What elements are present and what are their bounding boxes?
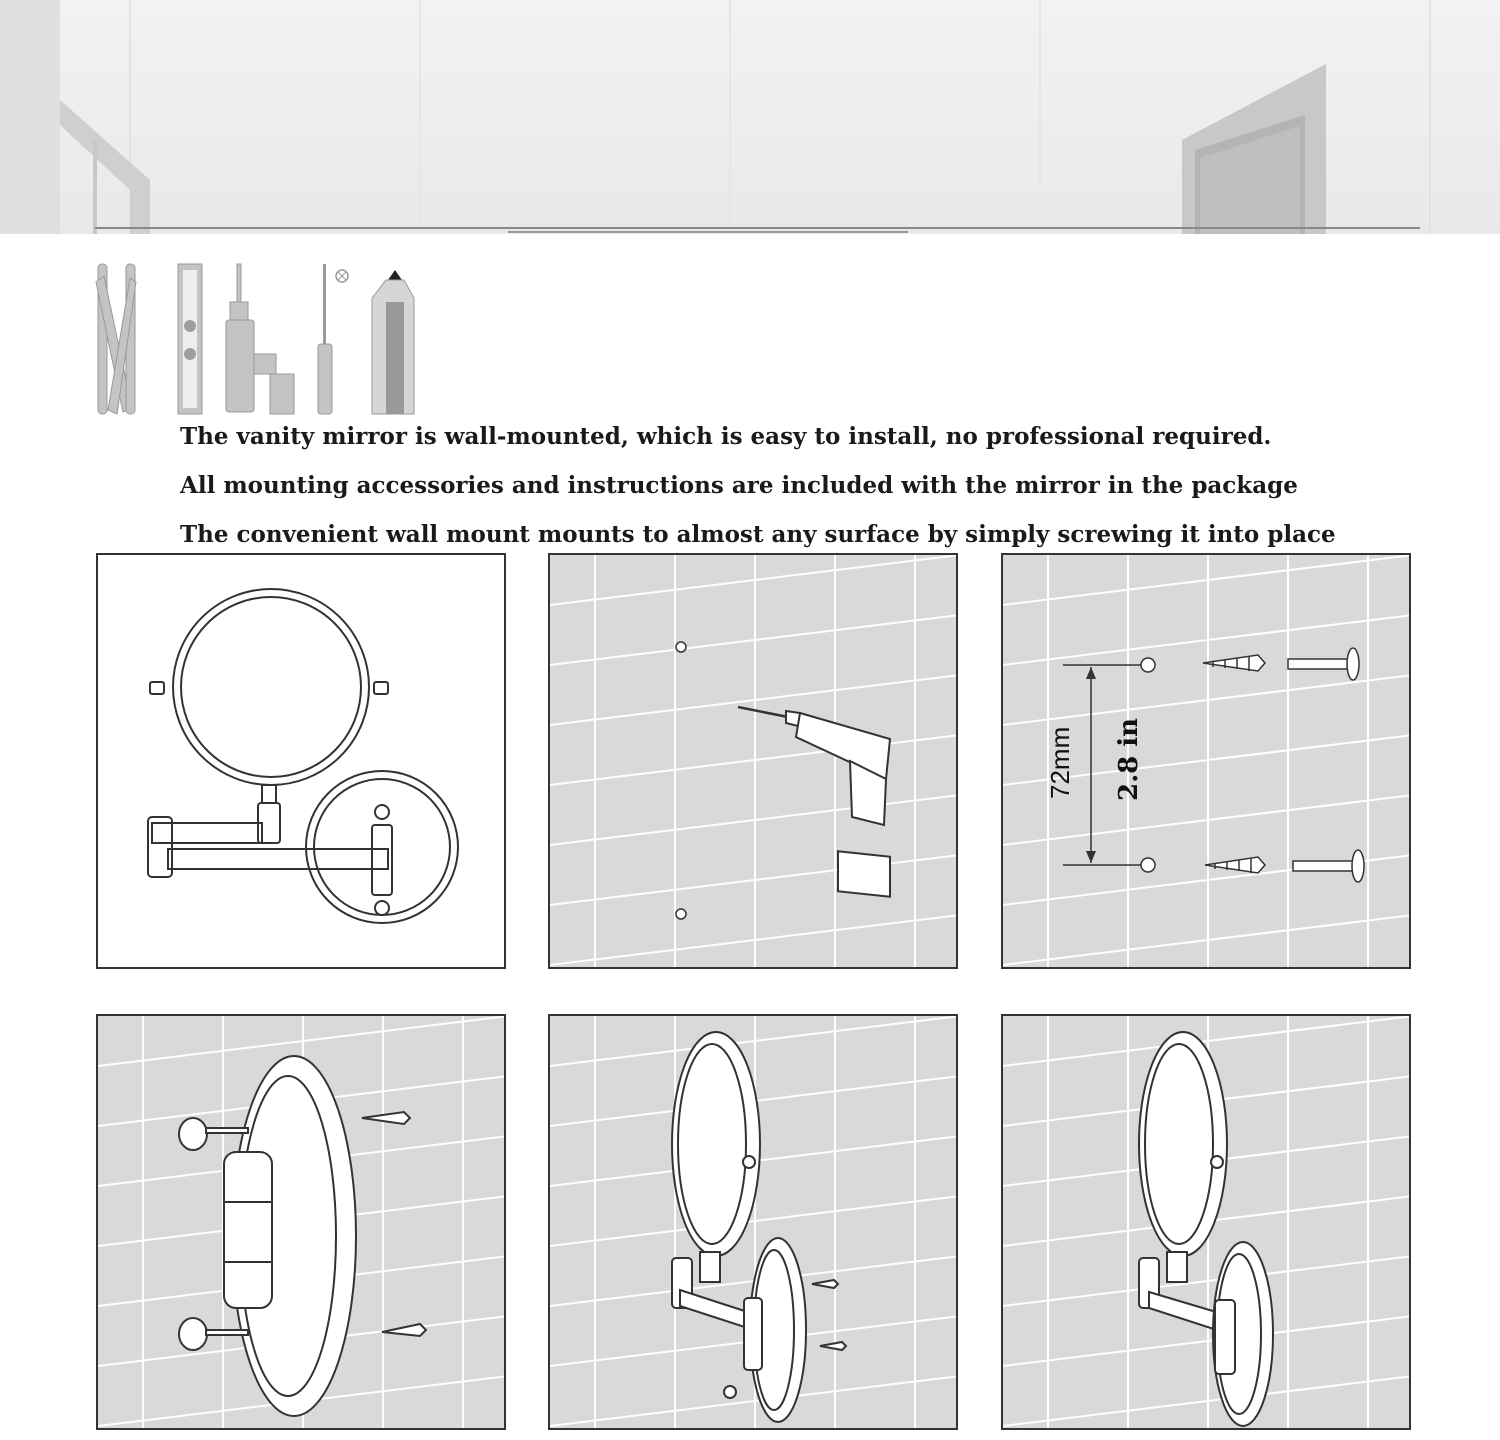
- attach-mirror-drawing: [550, 1016, 958, 1430]
- drill-hole-top: [676, 642, 686, 652]
- screwdriver-icon: [318, 264, 348, 414]
- level-icon: [178, 264, 202, 414]
- drill-icon: [226, 264, 294, 414]
- description-line-2: All mounting accessories and instructions are included with the mirror in the package: [180, 472, 1298, 499]
- bathroom-banner: [0, 0, 1500, 234]
- drill-holes-drawing: [550, 555, 958, 969]
- dimension-in-label: 2.8 in: [1114, 717, 1144, 801]
- description-line-1: The vanity mirror is wall-mounted, which is easy to install, no professional required.: [180, 423, 1272, 450]
- step-1-mirror-overview: [96, 553, 506, 969]
- wrench-icon: [96, 264, 136, 414]
- step-2-drill-holes: [548, 553, 958, 969]
- mount-plate-drawing: [98, 1016, 506, 1430]
- tool-icons: [90, 258, 430, 423]
- dimension-mm-label: 72mm: [1045, 726, 1075, 799]
- step-6-installed-mirror: [1001, 1014, 1411, 1430]
- pencil-icon: [372, 270, 414, 414]
- drill-hole-bottom: [676, 909, 686, 919]
- mirror-overview-drawing: [98, 555, 506, 969]
- step-5-attach-mirror: [548, 1014, 958, 1430]
- description-line-3: The convenient wall mount mounts to almost any surface by simply screwing it into place: [180, 521, 1336, 548]
- mount-cylinder: [224, 1152, 272, 1308]
- step-4-mount-plate: [96, 1014, 506, 1430]
- step-3-anchors-dimensions: [1001, 553, 1411, 969]
- installed-mirror-drawing: [1003, 1016, 1411, 1430]
- anchors-dimensions-drawing: [1003, 555, 1411, 969]
